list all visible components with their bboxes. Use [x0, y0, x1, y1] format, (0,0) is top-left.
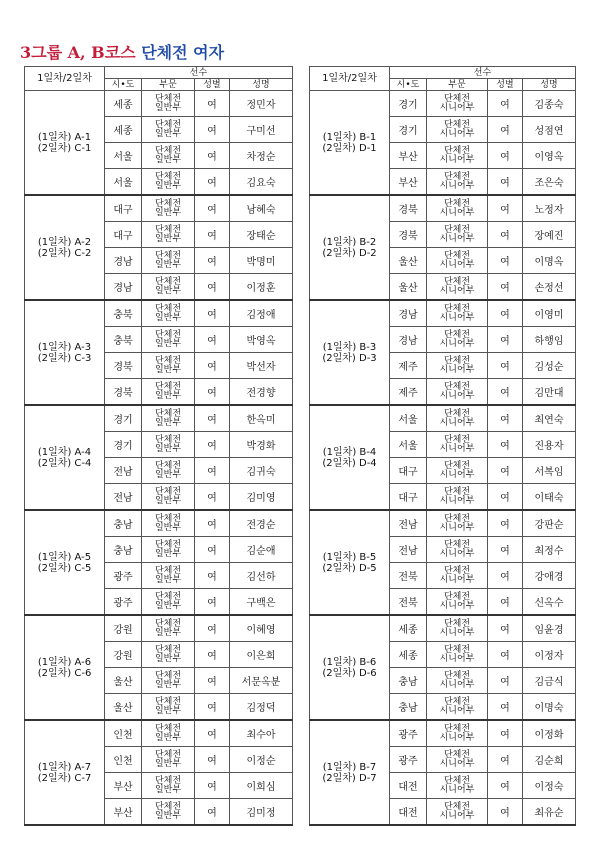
name-cell: 이태숙 [523, 484, 576, 511]
region-cell: 대구 [390, 458, 427, 484]
region-cell: 충남 [390, 694, 427, 721]
name-cell: 조은숙 [523, 169, 576, 196]
division-cell: 단체전 시니어부 [427, 222, 488, 248]
group-label: (1일차) A-3 (2일차) C-3 [25, 300, 105, 405]
division-cell: 단체전 일반부 [142, 248, 195, 274]
page-title [20, 40, 224, 63]
gender-cell: 여 [488, 117, 523, 143]
region-cell: 세종 [390, 615, 427, 642]
name-cell: 성점연 [523, 117, 576, 143]
name-cell: 박경화 [230, 432, 293, 458]
division-cell: 단체전 시니어부 [427, 668, 488, 694]
gender-cell: 여 [488, 458, 523, 484]
name-cell: 구미선 [230, 117, 293, 143]
division-cell: 단체전 일반부 [142, 432, 195, 458]
region-cell: 서울 [390, 432, 427, 458]
gender-cell: 여 [195, 510, 230, 537]
gender-cell: 여 [195, 799, 230, 826]
division-cell: 단체전 시니어부 [427, 563, 488, 589]
division-cell: 단체전 시니어부 [427, 143, 488, 169]
group-label: (1일차) A-1 (2일차) C-1 [25, 91, 105, 196]
gender-cell: 여 [488, 169, 523, 196]
gender-cell: 여 [488, 274, 523, 301]
division-cell: 단체전 일반부 [142, 747, 195, 773]
name-cell: 장예진 [523, 222, 576, 248]
region-header: 시•도 [105, 79, 142, 91]
gender-cell: 여 [488, 327, 523, 353]
name-cell: 김선하 [230, 563, 293, 589]
gender-cell: 여 [195, 694, 230, 721]
title-highlight: 단체전 여자 [141, 43, 225, 62]
table-row [310, 195, 576, 222]
gender-cell: 여 [195, 117, 230, 143]
region-cell: 대구 [105, 195, 142, 222]
division-cell: 단체전 시니어부 [427, 747, 488, 773]
name-cell: 김순희 [523, 747, 576, 773]
region-cell: 광주 [390, 720, 427, 747]
region-cell: 광주 [105, 563, 142, 589]
group-label: (1일차) A-6 (2일차) C-6 [25, 615, 105, 720]
name-cell: 한옥미 [230, 405, 293, 432]
roster-table-left [24, 66, 293, 826]
group-label: (1일차) A-5 (2일차) C-5 [25, 510, 105, 615]
division-cell: 단체전 일반부 [142, 353, 195, 379]
division-cell: 단체전 시니어부 [427, 510, 488, 537]
name-cell: 이명옥 [523, 248, 576, 274]
name-cell: 임윤경 [523, 615, 576, 642]
gender-cell: 여 [488, 353, 523, 379]
region-cell: 충북 [105, 327, 142, 353]
name-cell: 김정덕 [230, 694, 293, 721]
division-cell: 단체전 일반부 [142, 405, 195, 432]
region-cell: 세종 [390, 642, 427, 668]
name-cell: 김요숙 [230, 169, 293, 196]
group-label: (1일차) B-3 (2일차) D-3 [310, 300, 390, 405]
name-cell: 이영옥 [523, 143, 576, 169]
division-cell: 단체전 일반부 [142, 379, 195, 406]
gender-cell: 여 [488, 143, 523, 169]
region-cell: 울산 [105, 668, 142, 694]
region-cell: 충남 [105, 537, 142, 563]
name-cell: 남혜숙 [230, 195, 293, 222]
name-cell: 신옥수 [523, 589, 576, 616]
name-cell: 최정수 [523, 537, 576, 563]
division-cell: 단체전 일반부 [142, 222, 195, 248]
name-cell: 이혜영 [230, 615, 293, 642]
gender-cell: 여 [488, 300, 523, 327]
table-row [25, 720, 293, 747]
region-cell: 인천 [105, 720, 142, 747]
gender-cell: 여 [488, 720, 523, 747]
gender-cell: 여 [195, 563, 230, 589]
division-cell: 단체전 시니어부 [427, 379, 488, 406]
gender-cell: 여 [488, 747, 523, 773]
group-label: (1일차) B-7 (2일차) D-7 [310, 720, 390, 825]
division-cell: 단체전 일반부 [142, 117, 195, 143]
gender-cell: 여 [195, 432, 230, 458]
division-cell: 단체전 시니어부 [427, 458, 488, 484]
gender-header: 성별 [488, 79, 523, 91]
division-cell: 단체전 시니어부 [427, 589, 488, 616]
name-cell: 서복임 [523, 458, 576, 484]
round-header: 1일차/2일차 [310, 67, 390, 91]
region-cell: 경기 [390, 91, 427, 117]
name-cell: 장태순 [230, 222, 293, 248]
gender-cell: 여 [195, 91, 230, 117]
name-cell: 이정화 [523, 720, 576, 747]
division-cell: 단체전 시니어부 [427, 405, 488, 432]
region-cell: 경기 [390, 117, 427, 143]
division-cell: 단체전 일반부 [142, 300, 195, 327]
region-cell: 강원 [105, 615, 142, 642]
division-cell: 단체전 일반부 [142, 668, 195, 694]
region-cell: 경북 [105, 379, 142, 406]
region-cell: 경북 [390, 222, 427, 248]
division-cell: 단체전 일반부 [142, 589, 195, 616]
gender-cell: 여 [195, 642, 230, 668]
division-cell: 단체전 일반부 [142, 799, 195, 826]
gender-cell: 여 [488, 405, 523, 432]
division-cell: 단체전 일반부 [142, 327, 195, 353]
name-cell: 손정선 [523, 274, 576, 301]
division-cell: 단체전 일반부 [142, 694, 195, 721]
name-header: 성명 [230, 79, 293, 91]
gender-cell: 여 [195, 169, 230, 196]
division-cell: 단체전 시니어부 [427, 91, 488, 117]
gender-cell: 여 [195, 353, 230, 379]
region-cell: 경북 [390, 195, 427, 222]
gender-cell: 여 [195, 274, 230, 301]
gender-cell: 여 [195, 300, 230, 327]
gender-cell: 여 [488, 195, 523, 222]
division-cell: 단체전 시니어부 [427, 327, 488, 353]
group-label: (1일차) B-5 (2일차) D-5 [310, 510, 390, 615]
region-cell: 서울 [105, 169, 142, 196]
name-cell: 차정순 [230, 143, 293, 169]
division-cell: 단체전 일반부 [142, 615, 195, 642]
name-cell: 이명숙 [523, 694, 576, 721]
gender-cell: 여 [195, 668, 230, 694]
name-cell: 정민자 [230, 91, 293, 117]
name-cell: 이은희 [230, 642, 293, 668]
name-cell: 김종숙 [523, 91, 576, 117]
gender-cell: 여 [488, 589, 523, 616]
region-cell: 서울 [390, 405, 427, 432]
gender-cell: 여 [195, 537, 230, 563]
region-cell: 대구 [105, 222, 142, 248]
gender-cell: 여 [488, 510, 523, 537]
name-cell: 김성순 [523, 353, 576, 379]
group-label: (1일차) B-4 (2일차) D-4 [310, 405, 390, 510]
gender-cell: 여 [488, 432, 523, 458]
gender-cell: 여 [488, 537, 523, 563]
group-label: (1일차) A-7 (2일차) C-7 [25, 720, 105, 825]
region-cell: 서울 [105, 143, 142, 169]
gender-cell: 여 [488, 248, 523, 274]
name-cell: 김귀숙 [230, 458, 293, 484]
gender-cell: 여 [488, 642, 523, 668]
round-header: 1일차/2일차 [25, 67, 105, 91]
name-cell: 전경향 [230, 379, 293, 406]
name-cell: 구백은 [230, 589, 293, 616]
division-cell: 단체전 시니어부 [427, 773, 488, 799]
table-row [25, 405, 293, 432]
gender-cell: 여 [195, 747, 230, 773]
region-cell: 울산 [390, 274, 427, 301]
division-cell: 단체전 시니어부 [427, 694, 488, 721]
division-header: 부문 [142, 79, 195, 91]
division-cell: 단체전 일반부 [142, 563, 195, 589]
region-cell: 광주 [390, 747, 427, 773]
division-cell: 단체전 일반부 [142, 510, 195, 537]
players-header: 선수 [390, 67, 576, 79]
table-row [310, 91, 576, 117]
region-cell: 경기 [105, 405, 142, 432]
division-cell: 단체전 시니어부 [427, 300, 488, 327]
gender-cell: 여 [488, 668, 523, 694]
name-cell: 이정숙 [523, 773, 576, 799]
group-label: (1일차) B-6 (2일차) D-6 [310, 615, 390, 720]
division-cell: 단체전 일반부 [142, 720, 195, 747]
division-cell: 단체전 시니어부 [427, 353, 488, 379]
table-row [25, 195, 293, 222]
region-cell: 경북 [105, 353, 142, 379]
name-cell: 이정자 [523, 642, 576, 668]
region-cell: 울산 [390, 248, 427, 274]
gender-cell: 여 [488, 222, 523, 248]
name-cell: 이영미 [523, 300, 576, 327]
name-cell: 박영옥 [230, 327, 293, 353]
region-cell: 울산 [105, 694, 142, 721]
division-cell: 단체전 시니어부 [427, 169, 488, 196]
division-cell: 단체전 일반부 [142, 169, 195, 196]
gender-cell: 여 [488, 379, 523, 406]
name-cell: 최유순 [523, 799, 576, 826]
gender-cell: 여 [195, 143, 230, 169]
division-cell: 단체전 시니어부 [427, 615, 488, 642]
players-header: 선수 [105, 67, 293, 79]
name-cell: 서문옥분 [230, 668, 293, 694]
gender-cell: 여 [488, 799, 523, 826]
gender-cell: 여 [195, 405, 230, 432]
table-row [25, 510, 293, 537]
region-cell: 제주 [390, 379, 427, 406]
division-cell: 단체전 시니어부 [427, 720, 488, 747]
gender-cell: 여 [195, 720, 230, 747]
region-cell: 세종 [105, 91, 142, 117]
gender-cell: 여 [488, 91, 523, 117]
group-label: (1일차) A-2 (2일차) C-2 [25, 195, 105, 300]
division-cell: 단체전 일반부 [142, 274, 195, 301]
region-header: 시•도 [390, 79, 427, 91]
name-cell: 김미정 [230, 799, 293, 826]
gender-cell: 여 [488, 615, 523, 642]
division-cell: 단체전 시니어부 [427, 195, 488, 222]
region-cell: 광주 [105, 589, 142, 616]
gender-cell: 여 [195, 458, 230, 484]
region-cell: 충북 [105, 300, 142, 327]
division-cell: 단체전 일반부 [142, 458, 195, 484]
gender-cell: 여 [195, 248, 230, 274]
group-label: (1일차) A-4 (2일차) C-4 [25, 405, 105, 510]
division-cell: 단체전 일반부 [142, 642, 195, 668]
title-prefix: 3그룹 A, B코스 [20, 43, 142, 62]
region-cell: 경남 [390, 327, 427, 353]
name-cell: 최수아 [230, 720, 293, 747]
region-cell: 강원 [105, 642, 142, 668]
region-cell: 인천 [105, 747, 142, 773]
table-row [310, 405, 576, 432]
region-cell: 전북 [390, 563, 427, 589]
name-cell: 진용자 [523, 432, 576, 458]
region-cell: 경남 [105, 274, 142, 301]
division-cell: 단체전 시니어부 [427, 248, 488, 274]
region-cell: 경남 [390, 300, 427, 327]
region-cell: 전남 [390, 510, 427, 537]
name-cell: 박명미 [230, 248, 293, 274]
gender-cell: 여 [195, 773, 230, 799]
region-cell: 전남 [390, 537, 427, 563]
division-cell: 단체전 일반부 [142, 537, 195, 563]
table-row [310, 300, 576, 327]
region-cell: 전남 [105, 458, 142, 484]
name-cell: 최연숙 [523, 405, 576, 432]
division-cell: 단체전 일반부 [142, 484, 195, 511]
table-row [310, 510, 576, 537]
region-cell: 충남 [105, 510, 142, 537]
name-cell: 김만대 [523, 379, 576, 406]
name-cell: 강판순 [523, 510, 576, 537]
name-cell: 김정애 [230, 300, 293, 327]
gender-cell: 여 [195, 379, 230, 406]
region-cell: 대전 [390, 773, 427, 799]
division-cell: 단체전 일반부 [142, 195, 195, 222]
name-cell: 전경순 [230, 510, 293, 537]
name-header: 성명 [523, 79, 576, 91]
gender-cell: 여 [488, 484, 523, 511]
division-header: 부문 [427, 79, 488, 91]
table-row [310, 615, 576, 642]
region-cell: 부산 [390, 169, 427, 196]
table-row [25, 300, 293, 327]
division-cell: 단체전 시니어부 [427, 117, 488, 143]
gender-cell: 여 [195, 589, 230, 616]
group-label: (1일차) B-1 (2일차) D-1 [310, 91, 390, 196]
division-cell: 단체전 시니어부 [427, 432, 488, 458]
division-cell: 단체전 시니어부 [427, 799, 488, 826]
region-cell: 대구 [390, 484, 427, 511]
region-cell: 부산 [105, 773, 142, 799]
gender-cell: 여 [488, 694, 523, 721]
name-cell: 박선자 [230, 353, 293, 379]
name-cell: 김금식 [523, 668, 576, 694]
gender-cell: 여 [488, 563, 523, 589]
region-cell: 전북 [390, 589, 427, 616]
name-cell: 하행임 [523, 327, 576, 353]
name-cell: 김미영 [230, 484, 293, 511]
name-cell: 이희심 [230, 773, 293, 799]
region-cell: 경기 [105, 432, 142, 458]
gender-cell: 여 [488, 773, 523, 799]
gender-cell: 여 [195, 195, 230, 222]
gender-cell: 여 [195, 484, 230, 511]
division-cell: 단체전 일반부 [142, 143, 195, 169]
gender-cell: 여 [195, 615, 230, 642]
table-row [310, 720, 576, 747]
division-cell: 단체전 시니어부 [427, 484, 488, 511]
gender-cell: 여 [195, 222, 230, 248]
name-cell: 이정순 [230, 747, 293, 773]
roster-table-right [309, 66, 576, 826]
table-row [25, 91, 293, 117]
name-cell: 이정훈 [230, 274, 293, 301]
table-row [25, 615, 293, 642]
region-cell: 경남 [105, 248, 142, 274]
region-cell: 세종 [105, 117, 142, 143]
name-cell: 강애경 [523, 563, 576, 589]
group-label: (1일차) B-2 (2일차) D-2 [310, 195, 390, 300]
region-cell: 제주 [390, 353, 427, 379]
division-cell: 단체전 일반부 [142, 773, 195, 799]
name-cell: 노정자 [523, 195, 576, 222]
region-cell: 대전 [390, 799, 427, 826]
gender-cell: 여 [195, 327, 230, 353]
region-cell: 전남 [105, 484, 142, 511]
region-cell: 충남 [390, 668, 427, 694]
region-cell: 부산 [105, 799, 142, 826]
gender-header: 성별 [195, 79, 230, 91]
division-cell: 단체전 시니어부 [427, 537, 488, 563]
division-cell: 단체전 일반부 [142, 91, 195, 117]
division-cell: 단체전 시니어부 [427, 274, 488, 301]
region-cell: 부산 [390, 143, 427, 169]
division-cell: 단체전 시니어부 [427, 642, 488, 668]
name-cell: 김순애 [230, 537, 293, 563]
